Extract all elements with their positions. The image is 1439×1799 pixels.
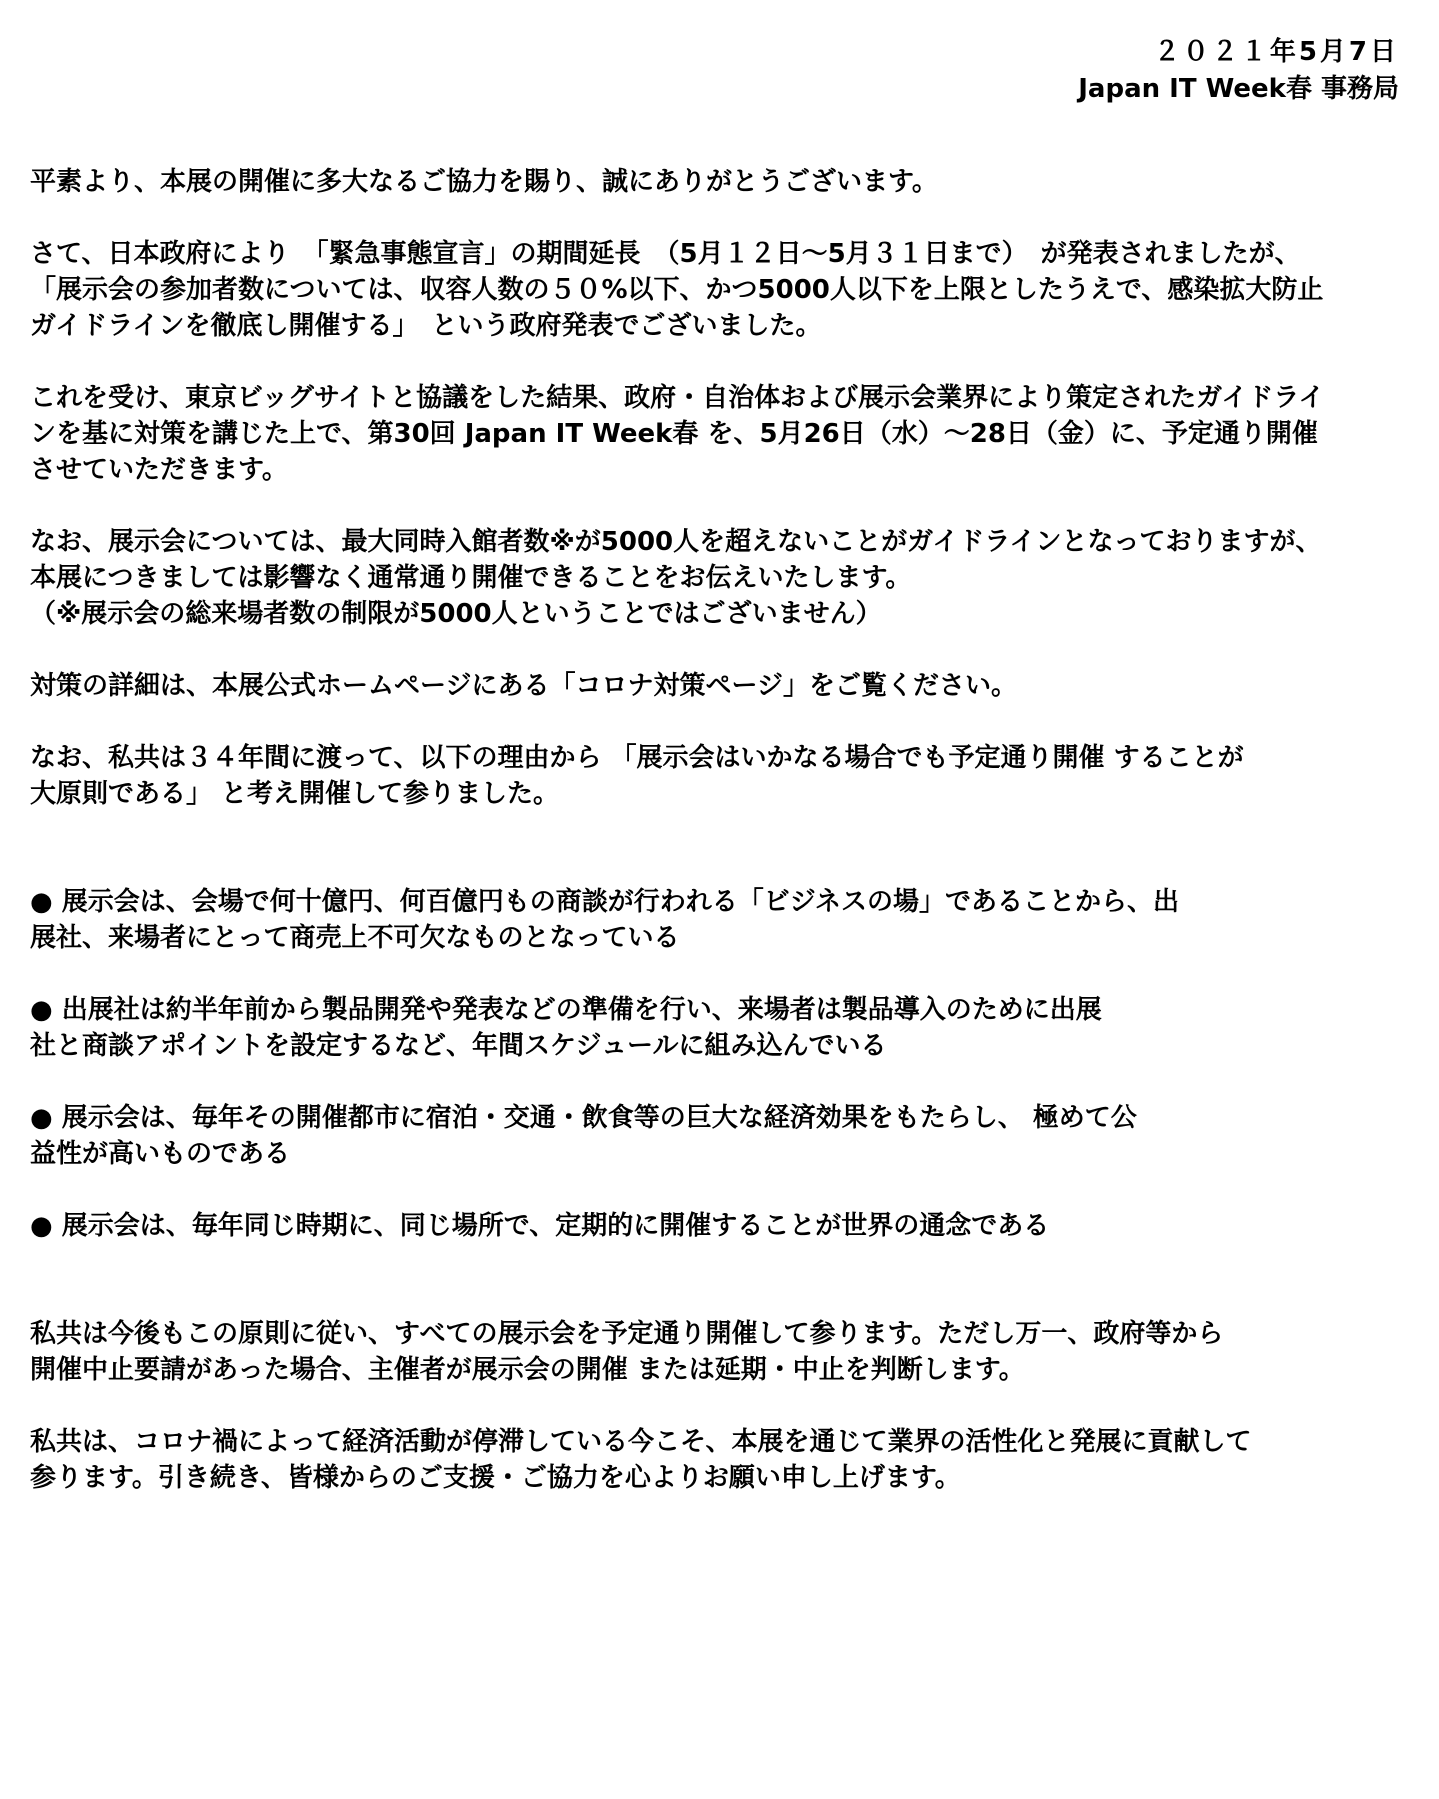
bullet-line: 展社、来場者にとって商売上不可欠なものとなっている [30, 923, 680, 953]
paragraph-line: ンを基に対策を講じた上で、第30回 Japan IT Week春 を、5月26日（水）～28日（金）に、予定通り開催 [30, 419, 1318, 449]
bullet-line: 社と商談アポイントを設定するなど、年間スケジュールに組み込んでいる [30, 1031, 887, 1061]
letter-organizer: Japan IT Week春 事務局 [1078, 74, 1399, 104]
paragraph-line: （※展示会の総来場者数の制限が5000人ということではございません） [30, 599, 882, 629]
paragraph-line: 「展示会の参加者数については、収容人数の５０%以下、かつ5000人以下を上限としたうえで、感染拡大防止 [30, 275, 1324, 305]
letter-date: ２０２１年5月7日 [1153, 37, 1399, 67]
paragraph-line: これを受け、東京ビッグサイトと協議をした結果、政府・自治体および展示会業界により策定されたガイドライ [30, 383, 1325, 413]
bullet-line: ● 展示会は、会場で何十億円、何百億円もの商談が行われる「ビジネスの場」であることから、出 [30, 887, 1179, 917]
paragraph-line: 大原則である」 と考え開催して参りました。 [30, 779, 560, 809]
bullet-line: ● 展示会は、毎年同じ時期に、同じ場所で、定期的に開催することが世界の通念である [30, 1211, 1050, 1241]
bullet-line: ● 展示会は、毎年その開催都市に宿泊・交通・飲食等の巨大な経済効果をもたらし、 極めて公 [30, 1103, 1137, 1133]
paragraph-line: 参ります。引き続き、皆様からのご支援・ご協力を心よりお願い申し上げます。 [30, 1463, 961, 1493]
paragraph-line: 開催中止要請があった場合、主催者が展示会の開催 または延期・中止を判断します。 [30, 1355, 1025, 1385]
paragraph-line: ガイドラインを徹底し開催する」 という政府発表でございました。 [30, 311, 822, 341]
greeting-line: 平素より、本展の開催に多大なるご協力を賜り、誠にありがとうございます。 [30, 167, 938, 197]
bullet-line: ● 出展社は約半年前から製品開発や発表などの準備を行い、来場者は製品導入のために出展 [30, 995, 1102, 1025]
letter-header [1078, 34, 1399, 108]
paragraph-line: 私共は今後もこの原則に従い、すべての展示会を予定通り開催して参ります。ただし万一、政府等から [30, 1319, 1224, 1349]
paragraph-line: 私共は、コロナ禍によって経済活動が停滞している今こそ、本展を通じて業界の活性化と発展に貢献して [30, 1427, 1252, 1457]
paragraph-line: なお、私共は３４年間に渡って、以下の理由から 「展示会はいかなる場合でも予定通り開催 することが [30, 743, 1244, 773]
paragraph-line: させていただきます。 [30, 455, 288, 485]
paragraph-line: さて、日本政府により 「緊急事態宣言」の期間延長 （5月１２日～5月３１日まで） が発表されましたが、 [30, 239, 1301, 269]
bullet-line: 益性が高いものである [30, 1139, 291, 1169]
paragraph-line: 本展につきましては影響なく通常通り開催できることをお伝えいたします。 [30, 563, 912, 593]
paragraph-line: 対策の詳細は、本展公式ホームページにある「コロナ対策ページ」をご覧ください。 [30, 671, 1017, 701]
paragraph-line: なお、展示会については、最大同時入館者数※が5000人を超えないことがガイドラインとなっておりますが、 [30, 527, 1322, 557]
